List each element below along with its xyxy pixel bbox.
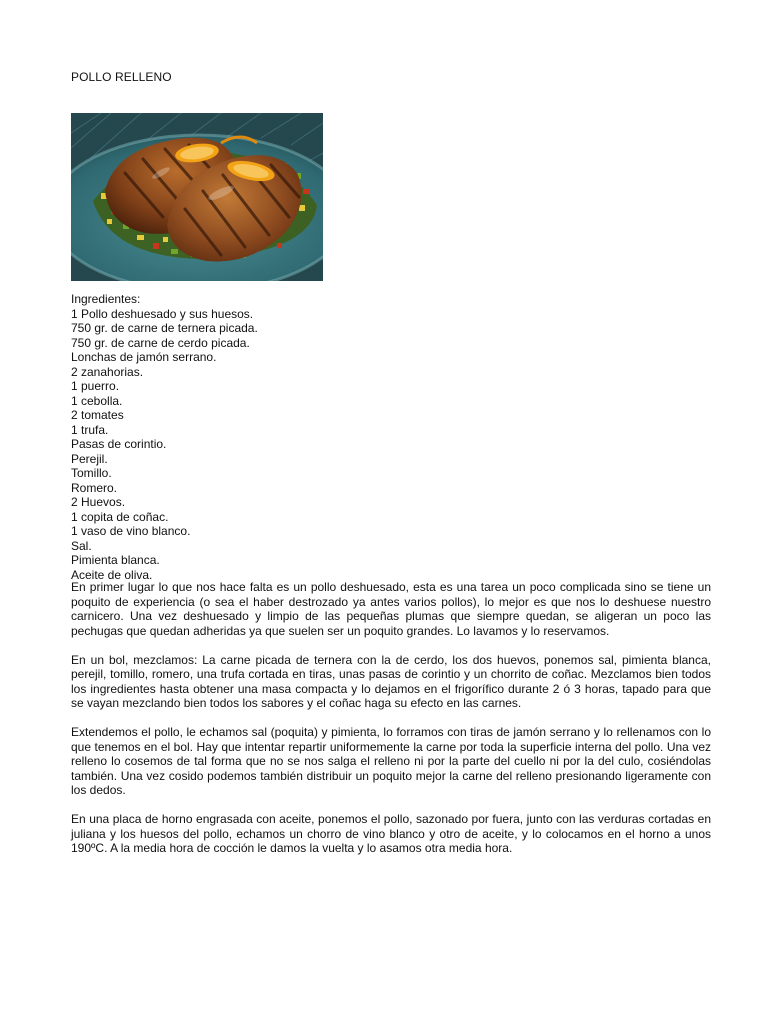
ingredient-item: Lonchas de jamón serrano.	[71, 350, 217, 364]
ingredient-item: Aceite de oliva.	[71, 567, 153, 582]
ingredient-item: 1 Pollo deshuesado y sus huesos.	[71, 306, 254, 321]
ingredient-item: 2 zanahorias.	[71, 364, 144, 379]
ingredient-item: 2 Huevos.	[71, 495, 126, 509]
preparation-steps	[71, 580, 711, 870]
ingredient-item: 1 puerro.	[71, 379, 120, 393]
ingredient-item: Pimienta blanca.	[71, 553, 160, 567]
ingredient-item: Pasas de corintio.	[71, 437, 167, 451]
ingredient-item: Perejil.	[71, 451, 108, 466]
ingredient-item: Sal.	[71, 538, 92, 553]
ingredient-item: 2 tomates	[71, 408, 124, 422]
step-paragraph: Extendemos el pollo, le echamos sal (poquita) y pimienta, lo forramos con tiras de jamón serrano y lo rellenamos con lo que tenemos en el bol. Hay que intentar repartir uniformemente la carne por toda la superficie interna del pollo. Una vez relleno lo cosemos de tal forma que no se nos salga el relleno ni por la parte del cuello ni por la del culo, cosiéndolas también. Una vez cosido podemos también distribuir un poquito mejor la carne del relleno presionando ligeramente con los dedos.	[71, 725, 711, 797]
ingredients-heading: Ingredientes:	[71, 292, 141, 306]
ingredient-item: 1 vaso de vino blanco.	[71, 524, 191, 538]
ingredient-item: 750 gr. de carne de cerdo picada.	[71, 335, 250, 350]
chicken-photo-illustration	[71, 113, 323, 281]
recipe-photo	[71, 113, 323, 281]
ingredient-item: 1 cebolla.	[71, 393, 123, 408]
recipe-title: POLLO RELLENO	[71, 70, 172, 84]
ingredients-list	[71, 292, 711, 582]
step-paragraph: En primer lugar lo que nos hace falta es un pollo deshuesado, esta es una tarea un poco complicada sino se tiene un poquito de experiencia (o sea el haber destrozado ya antes varios pollos), lo mejor es que nos lo deshuese nuestro carnicero. Una vez deshuesado y limpio de las pequeñas plumas que siempre quedan, se aligeran un poco las pechugas que quedan adheridas ya que suelen ser un poquito grandes. Lo lavamos y lo reservamos.	[71, 580, 711, 638]
step-paragraph: En un bol, mezclamos: La carne picada de ternera con la de cerdo, los dos huevos, ponemos sal, pimienta blanca, perejil, tomillo, romero, una trufa cortada en tiras, unas pasas de corintio y un chorrito de coñac. Mezclamos bien todos los ingredientes hasta obtener una masa compacta y lo dejamos en el frigorífico durante 2 ó 3 horas, tapado para que se vayan mezclando bien todos los sabores y el coñac haga su efecto en las carnes.	[71, 652, 711, 710]
ingredient-item: Romero.	[71, 480, 118, 495]
ingredient-item: Tomillo.	[71, 466, 112, 480]
ingredient-item: 1 copita de coñac.	[71, 509, 169, 524]
ingredient-item: 1 trufa.	[71, 422, 109, 437]
step-paragraph: En una placa de horno engrasada con aceite, ponemos el pollo, sazonado por fuera, junto con las verduras cortadas en juliana y los huesos del pollo, echamos un chorro de vino blanco y otro de aceite, y lo colocamos en el horno a unos 190ºC. A la media hora de cocción le damos la vuelta y lo asamos otra media hora.	[71, 812, 711, 855]
ingredient-item: 750 gr. de carne de ternera picada.	[71, 321, 258, 335]
